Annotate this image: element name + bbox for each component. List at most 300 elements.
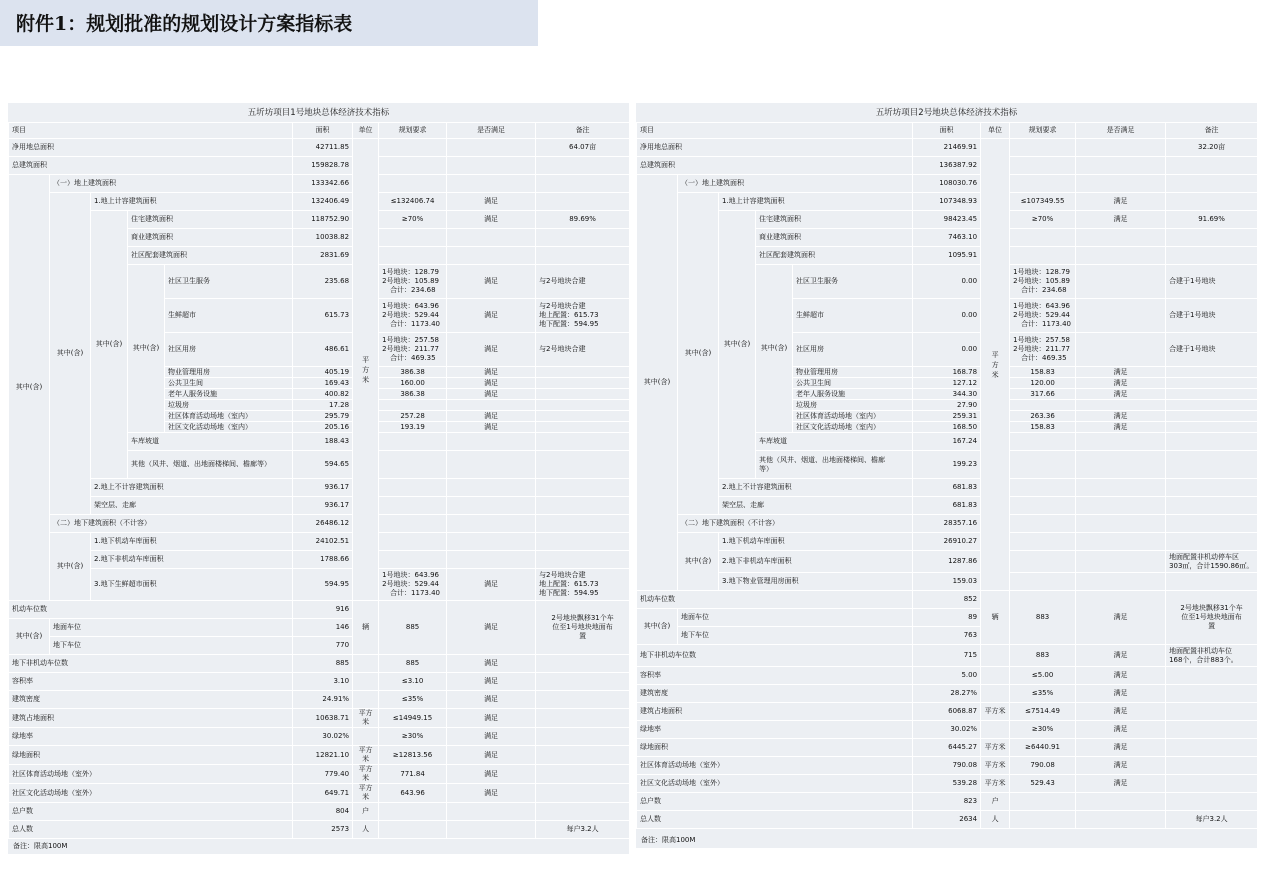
header-item: 项目: [9, 123, 293, 139]
row-area: 205.16: [293, 422, 353, 433]
row-label: （一）地上建筑面积: [50, 175, 293, 193]
row-area: 6445.27: [913, 739, 981, 757]
row-label: 垃圾房: [165, 400, 293, 411]
row-label: 社区卫生服务: [793, 265, 913, 299]
row-note: 64.07亩: [536, 139, 630, 157]
row-area: 5.00: [913, 667, 981, 685]
row-label: 机动车位数: [637, 591, 913, 609]
row-area: 539.28: [913, 775, 981, 793]
row-label: 绿地面积: [9, 746, 293, 765]
unit-cell-sqm: 平方米: [981, 139, 1010, 591]
row-area: 2573: [293, 821, 353, 839]
row-satisfied: 满足: [1076, 367, 1166, 378]
row-area: 400.82: [293, 389, 353, 400]
table-row: [637, 193, 1258, 211]
row-label: 2.地下非机动车库面积: [719, 551, 913, 573]
table-row: [637, 479, 1258, 497]
row-requirement: ≤5.00: [1010, 667, 1076, 685]
row-requirement: 257.28: [379, 411, 447, 422]
group-label: 其中(含): [9, 619, 50, 655]
row-label: 地下非机动车位数: [9, 655, 293, 673]
table-header-row: [9, 123, 630, 139]
row-label: 建筑占地面积: [9, 709, 293, 728]
table-row: [9, 515, 630, 533]
row-requirement: 1号地块：128.79 2号地块：105.89 合计：234.68: [1010, 265, 1076, 299]
table-row: [9, 803, 630, 821]
row-area: 107348.93: [913, 193, 981, 211]
row-label: 容积率: [637, 667, 913, 685]
row-requirement: 885: [379, 655, 447, 673]
row-satisfied: 满足: [1076, 667, 1166, 685]
row-requirement: 193.19: [379, 422, 447, 433]
table-row: [9, 533, 630, 551]
row-satisfied: 满足: [447, 765, 536, 784]
row-label: 社区配套建筑面积: [756, 247, 913, 265]
table-row: [9, 551, 630, 569]
row-area: 89: [913, 609, 981, 627]
row-requirement: 883: [1010, 645, 1076, 667]
row-note: 与2号地块合建: [536, 333, 630, 367]
plot1-indicator-panel: [8, 103, 629, 854]
row-satisfied: 满足: [447, 709, 536, 728]
row-area: 763: [913, 627, 981, 645]
row-unit: 平方米: [981, 757, 1010, 775]
plot2-indicator-panel: [636, 103, 1257, 848]
group-label: 其中(含): [9, 175, 50, 601]
row-label: 总建筑面积: [637, 157, 913, 175]
row-label: 架空层、走廊: [719, 497, 913, 515]
table-row: [9, 655, 630, 673]
row-unit: 平方米: [981, 703, 1010, 721]
row-label: 社区卫生服务: [165, 265, 293, 299]
row-label: 住宅建筑面积: [756, 211, 913, 229]
row-requirement: ≤35%: [379, 691, 447, 709]
row-satisfied: 满足: [447, 367, 536, 378]
group-label: 其中(含): [128, 265, 165, 433]
row-note: 与2号地块合建: [536, 265, 630, 299]
row-label: 老年人服务设施: [165, 389, 293, 400]
row-area: 804: [293, 803, 353, 821]
row-unit: 平方米: [353, 709, 379, 728]
row-area: 936.17: [293, 497, 353, 515]
row-requirement: ≤107349.55: [1010, 193, 1076, 211]
row-label: 社区体育活动场地（室内）: [165, 411, 293, 422]
table-row: [637, 703, 1258, 721]
row-unit: 人: [981, 811, 1010, 829]
row-area: 26910.27: [913, 533, 981, 551]
row-area: 681.83: [913, 479, 981, 497]
row-label: 1.地下机动车库面积: [719, 533, 913, 551]
row-area: 594.65: [293, 451, 353, 479]
group-label: 其中(含): [50, 533, 91, 601]
row-label: 商业建筑面积: [756, 229, 913, 247]
table-row: [637, 775, 1258, 793]
row-note: 地面配置非机动车位 168个，合计883个。: [1166, 645, 1258, 667]
table-row: [637, 757, 1258, 775]
row-area: 649.71: [293, 784, 353, 803]
row-area: 27.90: [913, 400, 981, 411]
row-area: 159.03: [913, 573, 981, 591]
row-label: 其他（风井、烟道、出地面楼梯间、檐廊等）: [128, 451, 293, 479]
group-label: 其中(含): [756, 265, 793, 433]
row-area: 885: [293, 655, 353, 673]
row-area: 136387.92: [913, 157, 981, 175]
table-row: [9, 601, 630, 619]
row-label: （二）地下建筑面积（不计容）: [50, 515, 293, 533]
table-row: [637, 667, 1258, 685]
header-unit: 单位: [981, 123, 1010, 139]
row-note: 与2号地块合建 地上配置：615.73 地下配置：594.95: [536, 569, 630, 601]
table-row: [637, 573, 1258, 591]
row-label: 机动车位数: [9, 601, 293, 619]
row-label: （二）地下建筑面积（不计容）: [678, 515, 913, 533]
row-unit: 人: [353, 821, 379, 839]
row-label: 净用地总面积: [637, 139, 913, 157]
row-label: 总户数: [9, 803, 293, 821]
row-satisfied: 满足: [447, 601, 536, 655]
row-label: 地下车位: [50, 637, 293, 655]
row-label: 垃圾房: [793, 400, 913, 411]
row-note: 32.20亩: [1166, 139, 1258, 157]
row-label: 2.地上不计容建筑面积: [719, 479, 913, 497]
row-label: （一）地上建筑面积: [678, 175, 913, 193]
row-requirement: 771.84: [379, 765, 447, 784]
row-area: 24102.51: [293, 533, 353, 551]
row-requirement: 386.38: [379, 367, 447, 378]
header-item: 项目: [637, 123, 913, 139]
row-area: 2634: [913, 811, 981, 829]
row-area: 259.31: [913, 411, 981, 422]
row-satisfied: 满足: [1076, 757, 1166, 775]
table-row: [9, 728, 630, 746]
table-row: [637, 157, 1258, 175]
group-label: 其中(含): [678, 533, 719, 591]
row-satisfied: 满足: [447, 673, 536, 691]
row-area: 7463.10: [913, 229, 981, 247]
row-area: 98423.45: [913, 211, 981, 229]
row-satisfied: 满足: [447, 333, 536, 367]
unit-cell-vehicle: 辆: [981, 591, 1010, 645]
row-area: 0.00: [913, 333, 981, 367]
row-satisfied: 满足: [1076, 211, 1166, 229]
group-label: 其中(含): [91, 211, 128, 479]
row-note: 89.69%: [536, 211, 630, 229]
page-title: 附件1：规划批准的规划设计方案指标表: [16, 13, 353, 35]
row-requirement: ≥70%: [1010, 211, 1076, 229]
row-requirement: 158.83: [1010, 422, 1076, 433]
row-label: 建筑占地面积: [637, 703, 913, 721]
row-note: 与2号地块合建 地上配置：615.73 地下配置：594.95: [536, 299, 630, 333]
row-requirement: 885: [379, 601, 447, 655]
row-satisfied: 满足: [447, 211, 536, 229]
row-satisfied: 满足: [447, 691, 536, 709]
row-requirement: ≥12813.56: [379, 746, 447, 765]
row-label: 地面车位: [50, 619, 293, 637]
row-area: 168.50: [913, 422, 981, 433]
table-row: [637, 811, 1258, 829]
row-satisfied: 满足: [447, 411, 536, 422]
row-label: 地面车位: [678, 609, 913, 627]
row-label: 社区体育活动场地（室外）: [9, 765, 293, 784]
row-label: 3.地下物业管理用房面积: [719, 573, 913, 591]
row-label: 社区文化活动场地（室内）: [165, 422, 293, 433]
row-label: 社区体育活动场地（室内）: [793, 411, 913, 422]
row-label: 架空层、走廊: [91, 497, 293, 515]
row-requirement: 529.43: [1010, 775, 1076, 793]
table-row: [9, 765, 630, 784]
row-area: 132406.49: [293, 193, 353, 211]
table-row: [637, 793, 1258, 811]
row-label: 社区用房: [165, 333, 293, 367]
row-note: 91.69%: [1166, 211, 1258, 229]
row-area: 295.79: [293, 411, 353, 422]
row-satisfied: 满足: [1076, 193, 1166, 211]
row-area: 30.02%: [913, 721, 981, 739]
row-area: 10038.82: [293, 229, 353, 247]
footnote: 备注：限高100M: [13, 842, 68, 850]
row-label: 社区用房: [793, 333, 913, 367]
row-label: 1.地上计容建筑面积: [91, 193, 293, 211]
row-note: 2号地块飘移31个车 位至1号地块地面布 置: [536, 601, 630, 655]
row-requirement: ≥70%: [379, 211, 447, 229]
row-requirement: 263.36: [1010, 411, 1076, 422]
row-label: 生鲜超市: [793, 299, 913, 333]
row-area: 6068.87: [913, 703, 981, 721]
group-label: 其中(含): [637, 609, 678, 645]
row-label: 建筑密度: [9, 691, 293, 709]
unit-cell-vehicle: 辆: [353, 601, 379, 655]
row-label: 地下车位: [678, 627, 913, 645]
row-satisfied: 满足: [447, 728, 536, 746]
header-remark: 备注: [536, 123, 630, 139]
row-label: 总户数: [637, 793, 913, 811]
row-requirement: ≤7514.49: [1010, 703, 1076, 721]
row-satisfied: 满足: [1076, 411, 1166, 422]
row-label: 车库坡道: [128, 433, 293, 451]
row-label: 公共卫生间: [165, 378, 293, 389]
row-label: 绿地率: [637, 721, 913, 739]
row-area: 108030.76: [913, 175, 981, 193]
row-area: 770: [293, 637, 353, 655]
row-satisfied: 满足: [1076, 775, 1166, 793]
table-row: [9, 193, 630, 211]
plot1-indicator-table: [8, 122, 630, 839]
group-label: 其中(含): [678, 193, 719, 515]
header-remark: 备注: [1166, 123, 1258, 139]
row-requirement: 1号地块：643.96 2号地块：529.44 合计：1173.40: [1010, 299, 1076, 333]
row-area: 344.30: [913, 389, 981, 400]
row-area: 10638.71: [293, 709, 353, 728]
row-note: 合建于1号地块: [1166, 265, 1258, 299]
group-label: 其中(含): [50, 193, 91, 515]
table-row: [637, 211, 1258, 229]
row-area: 594.95: [293, 569, 353, 601]
table-row: [9, 569, 630, 601]
row-satisfied: 满足: [447, 655, 536, 673]
table-row: [637, 139, 1258, 157]
row-satisfied: 满足: [1076, 685, 1166, 703]
row-label: 绿地面积: [637, 739, 913, 757]
row-label: 1.地上计容建筑面积: [719, 193, 913, 211]
row-unit: 平方米: [353, 784, 379, 803]
row-unit: 平方米: [353, 765, 379, 784]
row-note: 合建于1号地块: [1166, 299, 1258, 333]
row-area: 146: [293, 619, 353, 637]
page-header: [0, 0, 538, 46]
plot2-indicator-table: [636, 122, 1258, 829]
header-area: 面积: [913, 123, 981, 139]
table-row: [9, 691, 630, 709]
row-requirement: ≤35%: [1010, 685, 1076, 703]
row-area: 936.17: [293, 479, 353, 497]
table-row: [9, 497, 630, 515]
row-requirement: 790.08: [1010, 757, 1076, 775]
group-label: 其中(含): [719, 211, 756, 479]
row-requirement: 1号地块：128.79 2号地块：105.89 合计：234.68: [379, 265, 447, 299]
row-area: 1788.66: [293, 551, 353, 569]
unit-cell-sqm: 平方米: [353, 139, 379, 601]
row-satisfied: 满足: [447, 389, 536, 400]
row-label: 车库坡道: [756, 433, 913, 451]
row-area: 199.23: [913, 451, 981, 479]
header-area: 面积: [293, 123, 353, 139]
row-area: 405.19: [293, 367, 353, 378]
table-row: [637, 739, 1258, 757]
row-satisfied: 满足: [447, 746, 536, 765]
row-label: 老年人服务设施: [793, 389, 913, 400]
table-row: [637, 551, 1258, 573]
row-label: 建筑密度: [637, 685, 913, 703]
row-note: 每户3.2人: [536, 821, 630, 839]
row-area: 24.91%: [293, 691, 353, 709]
row-label: 物业管理用房: [165, 367, 293, 378]
row-label: 净用地总面积: [9, 139, 293, 157]
row-unit: 平方米: [981, 739, 1010, 757]
row-satisfied: 满足: [1076, 378, 1166, 389]
row-area: 12821.10: [293, 746, 353, 765]
row-area: 1095.91: [913, 247, 981, 265]
row-satisfied: 满足: [1076, 422, 1166, 433]
row-area: 790.08: [913, 757, 981, 775]
footnote: 备注：限高100M: [641, 836, 696, 844]
row-unit: 平方米: [981, 775, 1010, 793]
row-area: 852: [913, 591, 981, 609]
row-note: 2号地块飘移31个车 位至1号地块地面布 置: [1166, 591, 1258, 645]
table-row: [9, 673, 630, 691]
row-area: 167.24: [913, 433, 981, 451]
row-label: 1.地下机动车库面积: [91, 533, 293, 551]
row-satisfied: 满足: [447, 784, 536, 803]
row-label: 绿地率: [9, 728, 293, 746]
row-area: 779.40: [293, 765, 353, 784]
row-label: 3.地下生鲜超市面积: [91, 569, 293, 601]
row-requirement: 883: [1010, 591, 1076, 645]
row-note: 地面配置非机动停车区 303㎡，合计1590.86㎡。: [1166, 551, 1258, 573]
row-area: 3.10: [293, 673, 353, 691]
row-satisfied: 满足: [1076, 703, 1166, 721]
row-area: 615.73: [293, 299, 353, 333]
row-requirement: 1号地块：257.58 2号地块：211.77 合计：469.35: [379, 333, 447, 367]
row-note: 合建于1号地块: [1166, 333, 1258, 367]
row-area: 169.43: [293, 378, 353, 389]
row-label: 总人数: [637, 811, 913, 829]
row-area: 17.28: [293, 400, 353, 411]
row-requirement: ≥30%: [379, 728, 447, 746]
row-requirement: 120.00: [1010, 378, 1076, 389]
row-label: 社区文化活动场地（室外）: [9, 784, 293, 803]
row-requirement: 1号地块：643.96 2号地块：529.44 合计：1173.40: [379, 569, 447, 601]
plot1-table-title: 五圻坊项目1号地块总体经济技术指标: [247, 108, 390, 118]
row-satisfied: 满足: [447, 569, 536, 601]
table-row: [637, 645, 1258, 667]
row-requirement: 317.66: [1010, 389, 1076, 400]
row-area: 42711.85: [293, 139, 353, 157]
row-requirement: 160.00: [379, 378, 447, 389]
row-label: 社区体育活动场地（室外）: [637, 757, 913, 775]
row-label: 社区配套建筑面积: [128, 247, 293, 265]
row-unit: 户: [353, 803, 379, 821]
row-satisfied: 满足: [447, 378, 536, 389]
row-requirement: ≥30%: [1010, 721, 1076, 739]
row-satisfied: 满足: [447, 193, 536, 211]
header-satisfied: 是否满足: [447, 123, 536, 139]
row-satisfied: 满足: [1076, 645, 1166, 667]
table-row: [637, 533, 1258, 551]
row-satisfied: 满足: [447, 299, 536, 333]
row-label: 容积率: [9, 673, 293, 691]
table-row: [9, 211, 630, 229]
row-area: 235.68: [293, 265, 353, 299]
table-row: [637, 685, 1258, 703]
row-unit: 平方米: [353, 746, 379, 765]
row-requirement: 158.83: [1010, 367, 1076, 378]
row-area: 168.78: [913, 367, 981, 378]
row-requirement: ≤132406.74: [379, 193, 447, 211]
group-label: 其中(含): [637, 175, 678, 591]
row-label: 公共卫生间: [793, 378, 913, 389]
table-row: [637, 721, 1258, 739]
row-area: 188.43: [293, 433, 353, 451]
row-label: 生鲜超市: [165, 299, 293, 333]
row-satisfied: 满足: [1076, 739, 1166, 757]
row-requirement: ≥6440.91: [1010, 739, 1076, 757]
table-row: [637, 497, 1258, 515]
row-area: 916: [293, 601, 353, 619]
row-label: 住宅建筑面积: [128, 211, 293, 229]
row-satisfied: 满足: [1076, 721, 1166, 739]
plot2-table-title: 五圻坊项目2号地块总体经济技术指标: [875, 108, 1018, 118]
row-label: 总人数: [9, 821, 293, 839]
row-note: 每户3.2人: [1166, 811, 1258, 829]
row-area: 28.27%: [913, 685, 981, 703]
row-label: 社区文化活动场地（室外）: [637, 775, 913, 793]
table-row: [637, 515, 1258, 533]
row-label: 2.地下非机动车库面积: [91, 551, 293, 569]
row-area: 127.12: [913, 378, 981, 389]
table-row: [637, 175, 1258, 193]
row-label: 物业管理用房: [793, 367, 913, 378]
row-label: 其他（风井、烟道、出地面楼梯间、檐廊等）: [756, 451, 913, 479]
row-unit: 户: [981, 793, 1010, 811]
row-area: 823: [913, 793, 981, 811]
row-area: 21469.91: [913, 139, 981, 157]
table-row: [9, 709, 630, 728]
row-area: 2831.69: [293, 247, 353, 265]
table-row: [9, 821, 630, 839]
header-unit: 单位: [353, 123, 379, 139]
table-row: [9, 479, 630, 497]
row-area: 1287.86: [913, 551, 981, 573]
